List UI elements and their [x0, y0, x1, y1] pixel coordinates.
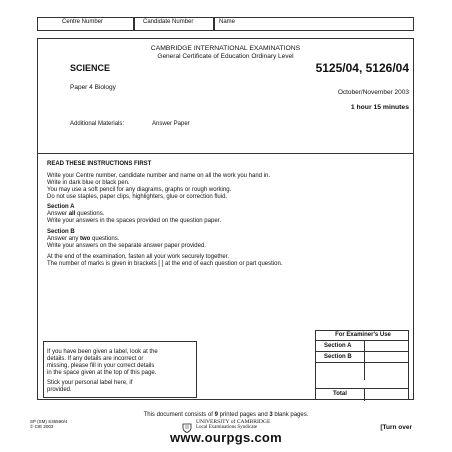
watermark-url: www.ourpgs.com	[169, 430, 283, 445]
section-a-instruction-2: Write your answers in the spaces provided on the question paper.	[47, 218, 221, 224]
examiner-use-heading: For Examiner's Use	[335, 332, 391, 338]
duration: 1 hour 15 minutes	[350, 104, 409, 111]
materials-value: Answer Paper	[152, 121, 190, 127]
candidate-label-box[interactable]	[43, 341, 197, 398]
candidate-number-label: Candidate Number	[143, 19, 194, 25]
instruction-line: Do not use staples, paper clips, highlighters, glue or correction fluid.	[47, 194, 228, 200]
table-divider	[316, 362, 408, 363]
ucles-logo-line1: UNIVERSITY of CAMBRIDGE	[196, 419, 271, 425]
certificate-name: General Certificate of Education Ordinary Level	[157, 53, 294, 60]
centre-number-box[interactable]	[37, 17, 134, 31]
label-box-text: If you have been given a label, look at the	[47, 349, 158, 355]
label-box-text: in the space given at the top of this page.	[47, 370, 157, 376]
stick-label-text: provided.	[47, 387, 72, 393]
section-a-heading: Section A	[47, 204, 75, 210]
document-reference: SP (SM) S36590/4	[30, 419, 68, 424]
name-label: Name	[219, 19, 236, 25]
instruction-line: You may use a soft pencil for any diagrams, graphs or rough working.	[47, 187, 232, 193]
ucles-logo-line2: Local Examinations Syndicate	[196, 425, 258, 430]
table-divider	[316, 388, 408, 389]
end-instruction-line: The number of marks is given in brackets [ ] at the end of each question or part question.	[47, 261, 283, 267]
subject-title: SCIENCE	[70, 63, 111, 73]
materials-label: Additional Materials:	[70, 121, 125, 127]
name-box[interactable]	[214, 17, 414, 31]
table-column-divider	[364, 389, 365, 401]
centre-number-label: Centre Number	[62, 19, 104, 25]
candidate-number-box[interactable]	[134, 17, 214, 31]
board-name: CAMBRIDGE INTERNATIONAL EXAMINATIONS	[150, 45, 301, 52]
label-box-text: details. If any details are incorrect or	[47, 356, 144, 362]
examiner-total: Total	[333, 391, 347, 397]
instructions-heading: READ THESE INSTRUCTIONS FIRST	[47, 161, 152, 167]
copyright: © CIE 2003	[30, 424, 54, 429]
examiner-section-b: Section B	[324, 354, 352, 360]
section-b-heading: Section B	[47, 229, 75, 235]
stick-label-text: Stick your personal label here, if	[47, 380, 133, 386]
section-a-instruction: Answer all questions.	[47, 211, 105, 217]
examiner-section-a: Section A	[324, 343, 352, 349]
end-instruction-line: At the end of the examination, fasten all your work securely together.	[47, 254, 230, 260]
table-divider	[316, 340, 408, 341]
cambridge-crest-icon	[181, 420, 193, 430]
page-count: This document consists of 9 printed pages and 3 blank pages.	[143, 412, 309, 418]
table-divider	[316, 351, 408, 352]
paper-codes: 5125/04, 5126/04	[315, 61, 409, 75]
session: October/November 2003	[337, 89, 409, 96]
table-column-divider	[364, 341, 365, 380]
section-b-instruction-2: Write your answers on the separate answer paper provided.	[47, 243, 206, 249]
title-separator	[37, 153, 414, 154]
label-box-text: missing, please fill in your correct details	[47, 363, 155, 369]
examiner-use-table	[315, 330, 409, 400]
turn-over: [Turn over	[380, 424, 412, 431]
section-b-instruction: Answer any two questions.	[47, 236, 120, 242]
instruction-line: Write in dark blue or black pen.	[47, 180, 130, 186]
paper-name: Paper 4 Biology	[70, 84, 116, 91]
instruction-line: Write your Centre number, candidate number and name on all the work you hand in.	[47, 173, 271, 179]
